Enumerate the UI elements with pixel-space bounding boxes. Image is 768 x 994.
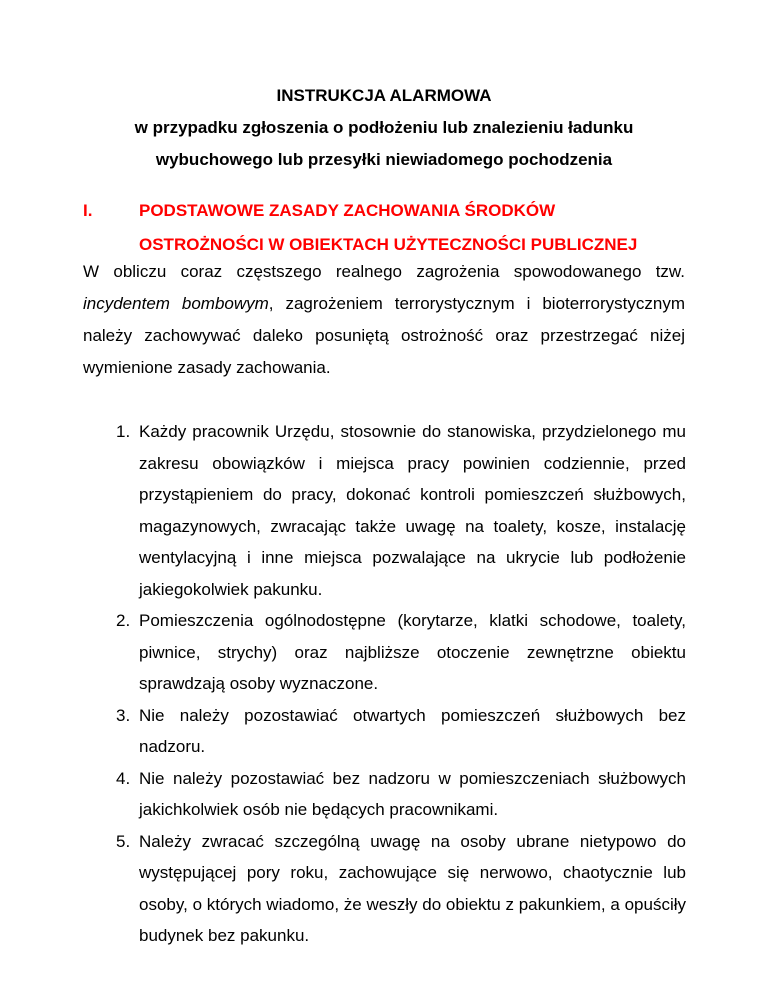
section-heading-line-2: OSTROŻNOŚCI W OBIEKTACH UŻYTECZNOŚCI PUBLICZNEJ xyxy=(139,235,638,254)
list-item-number: 1. xyxy=(116,422,131,441)
list-item xyxy=(116,763,686,826)
list-item-text: Nie należy pozostawiać bez nadzoru w pomieszczeniach służbowych jakichkolwiek osób nie będących pracownikami. xyxy=(139,768,686,819)
list-item-text: Pomieszczenia ogólnodostępne (korytarze, klatki schodowe, toalety, piwnice, strychy) oraz najbliższe otoczenie zewnętrzne obiektu sprawdzają osoby wyznaczone. xyxy=(139,611,686,693)
title-line-2: w przypadku zgłoszenia o podłożeniu lub znalezieniu ładunku xyxy=(134,118,634,137)
section-heading xyxy=(83,194,703,262)
intro-text-2: , zagrożeniem terrorystycznym i bioterrorystycznym należy zachowywać daleko posuniętą ostrożność oraz przestrzegać niżej wymienione zasady zachowania. xyxy=(83,294,685,377)
intro-paragraph xyxy=(83,256,685,384)
list-item xyxy=(116,700,686,763)
list-item xyxy=(116,416,686,605)
section-heading-line-1: PODSTAWOWE ZASADY ZACHOWANIA ŚRODKÓW xyxy=(139,201,556,220)
intro-text-1: W obliczu coraz częstszego realnego zagrożenia spowodowanego tzw. xyxy=(83,262,685,281)
list-item-text: Każdy pracownik Urzędu, stosownie do stanowiska, przydzielonego mu zakresu obowiązków i miejsca pracy powinien codziennie, przed przystąpieniem do pracy, dokonać kontroli pomieszczeń służbowych, magazynowych, zwracając także uwagę na toalety, kosze, instalację wentylacyjną i inne miejsca pozwalające na ukrycie lub podłożenie jakiegokolwiek pakunku. xyxy=(139,422,686,599)
title-line-1: INSTRUKCJA ALARMOWA xyxy=(276,86,492,105)
list-item-text: Należy zwracać szczególną uwagę na osoby ubrane nietypowo do występującej pory roku, zachowujące się nerwowo, chaotycznie lub osoby, o których wiadomo, że weszły do obiektu z pakunkiem, a opuściły budynek bez pakunku. xyxy=(139,831,686,945)
list-item xyxy=(116,826,686,952)
document-title xyxy=(0,80,768,176)
list-item xyxy=(116,605,686,700)
list-item-number: 5. xyxy=(116,831,131,851)
intro-italic-term: incydentem bombowym xyxy=(83,294,269,313)
rules-list xyxy=(116,416,686,952)
section-number: I. xyxy=(83,201,93,220)
list-item-number: 4. xyxy=(116,768,131,788)
list-item-number: 2. xyxy=(116,611,131,630)
list-item-number: 3. xyxy=(116,705,131,725)
title-line-3: wybuchowego lub przesyłki niewiadomego pochodzenia xyxy=(155,150,613,169)
list-item-text: Nie należy pozostawiać otwartych pomieszczeń służbowych bez nadzoru. xyxy=(139,705,686,756)
